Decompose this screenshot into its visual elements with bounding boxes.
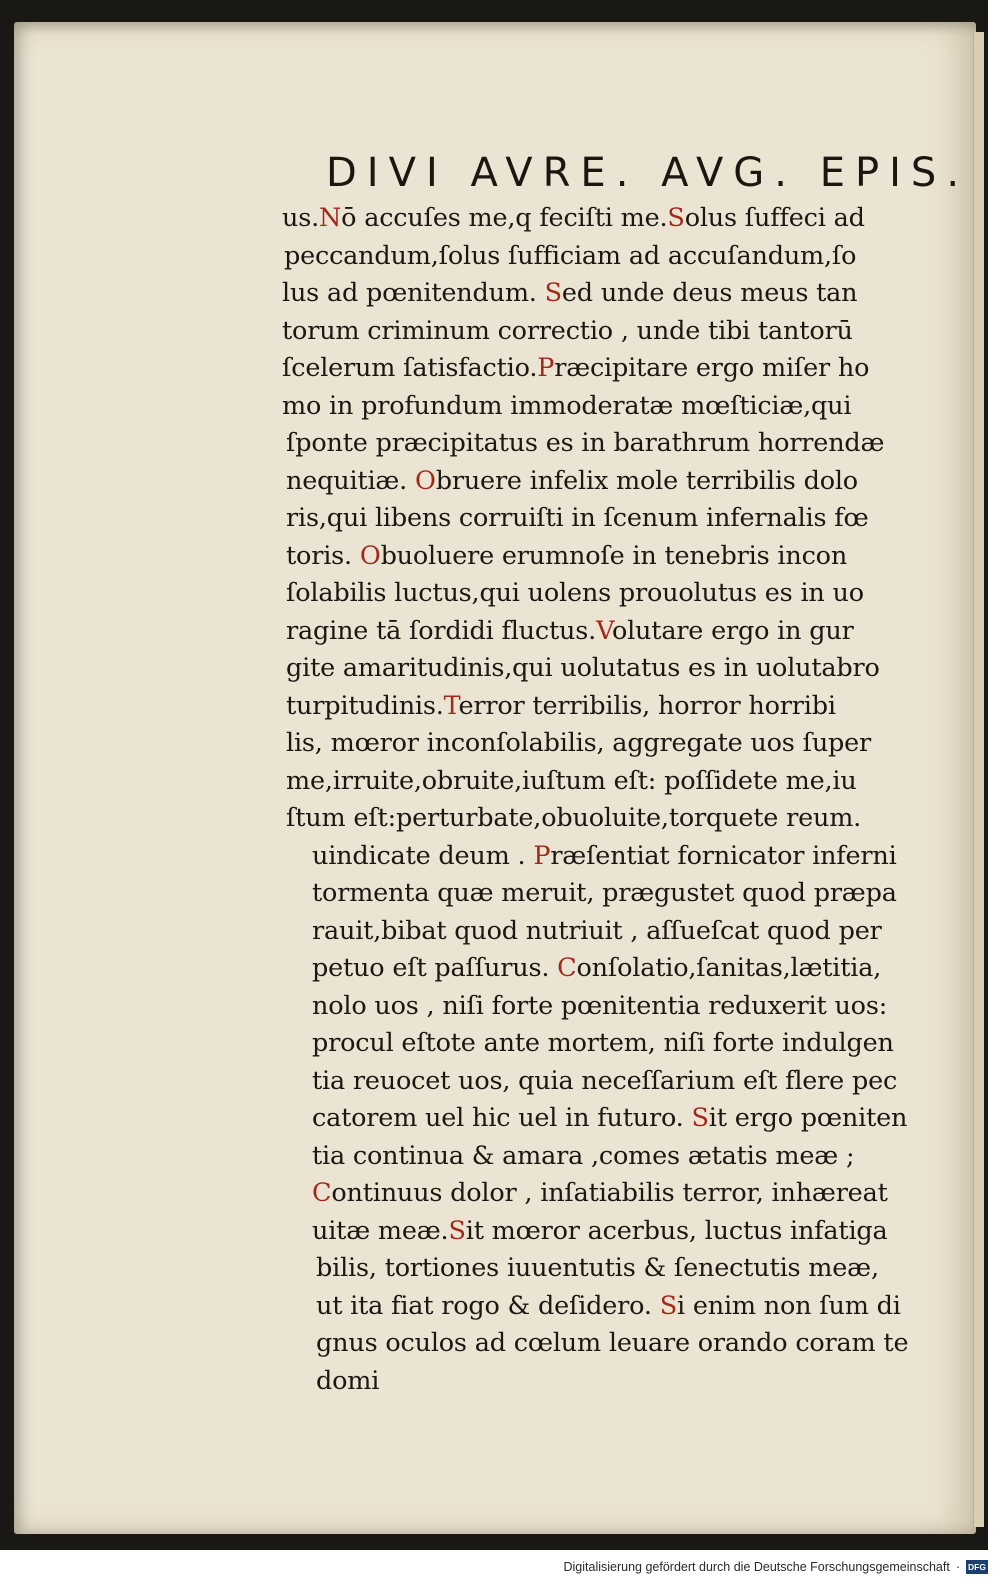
rubricated-initial: S [448,1215,466,1246]
text-span: nequitiæ. [286,465,415,496]
text-span: lis, mœror inconſolabilis, aggregate uos ſuper [286,728,872,758]
text-span: petuo eſt paſſurus. [312,953,558,983]
text-span: tormenta quæ meruit, prægustet quod præpa [312,878,897,908]
text-span: bilis, tortiones iuuentutis & ſenectutis meæ, [316,1253,879,1283]
text-span: tia reuocet uos, quia neceſſarium eſt flere pec [312,1065,898,1096]
text-span: rauit,bibat quod nutriuit , aſſueſcat quod per [312,915,882,946]
text-span: torum criminum correctio , unde tibi tantorū [282,315,853,346]
text-span: mo in profundum immoderatæ mœſticiæ,qui [282,390,852,421]
rubricated-initial: S [544,278,562,308]
text-line [282,875,962,913]
text-span: ontinuus dolor , inſatiabilis terror, inhæreat [331,1178,888,1208]
text-line [282,350,962,388]
text-span: olus ſuffeci ad [684,203,865,233]
text-span: uindicate deum . [312,840,534,871]
text-span: gite amaritudinis,qui uolutatus es in uolutabro [286,653,880,683]
rubricated-initial: S [691,1103,709,1133]
rubricated-initial: C [312,1178,332,1208]
text-line [282,988,962,1026]
text-span: us. [282,203,320,233]
text-span: ſolabilis luctus,qui uolens prouolutus es in uo [286,578,864,608]
rubricated-initial: P [537,353,555,383]
text-line [282,1325,962,1363]
text-span: buoluere erumnoſe in tenebris incon [380,540,848,571]
text-line [282,800,962,838]
text-span: me,irruite,obruite,iuſtum eſt: poſſidete me,iu [286,765,857,796]
rubricated-initial: V [596,615,612,646]
text-line [282,1138,962,1176]
text-line [282,950,962,988]
text-line [282,463,962,501]
text-span: nolo uos , niſi forte pœnitentia reduxerit uos: [312,990,888,1021]
text-line [282,1175,962,1213]
book-page [14,22,976,1534]
rubricated-initial: C [557,953,577,983]
text-span: ut ita fiat rogo & deſidero. [316,1290,660,1321]
footer-separator: · [955,1560,960,1574]
text-span: bruere infelix mole terribilis dolo [435,465,858,496]
text-span: procul eſtote ante mortem, niſi forte indulgen [312,1028,894,1058]
rubricated-initial: N [319,203,342,233]
text-span: uitæ meæ. [312,1215,449,1246]
text-span: lus ad pœnitendum. [282,278,545,308]
rubricated-initial: O [359,540,381,571]
text-line [282,1213,962,1251]
text-line [282,1250,962,1288]
text-span: peccandum,ſolus ſufficiam ad accuſandum,ſo [284,240,857,271]
text-span: ris,qui libens corruiſti in ſcenum infernalis fœ [286,503,869,533]
rubricated-initial: S [667,203,685,233]
text-span: ed unde deus meus tan [561,278,858,308]
text-line [282,425,962,463]
text-line [282,500,962,538]
text-line [282,1288,962,1326]
text-line [282,613,962,651]
text-line [282,763,962,801]
rubricated-initial: S [659,1290,677,1321]
text-line [282,1100,962,1138]
text-block [282,200,962,1400]
page-edge [973,32,984,1527]
text-span: ſponte præcipitatus es in barathrum horrendæ [286,428,885,458]
text-line [282,200,962,238]
text-line [282,1063,962,1101]
text-span: it ergo pœniten [708,1103,908,1133]
text-line [282,388,962,426]
footer-link[interactable]: Digitalisierung gefördert durch die Deutsche Forschungsgemeinschaft [563,1560,950,1574]
dfg-logo: DFG [966,1560,988,1574]
text-span: olutare ergo in gur [611,615,854,646]
text-line [282,650,962,688]
text-span: ſtum eſt:perturbate,obuoluite,torquete reum. [286,803,862,833]
text-line [282,1363,962,1401]
text-span: error terribilis, horror horribi [458,690,836,721]
text-span: ræcipitare ergo miſer ho [554,353,870,383]
rubricated-initial: P [533,840,551,871]
text-line [282,688,962,726]
text-span: ō accuſes me,q feciſti me. [341,203,668,233]
text-line [282,238,962,276]
text-span: onſolatio,ſanitas,lætitia, [576,953,882,983]
text-span: catorem uel hic uel in futuro. [312,1103,692,1133]
text-line [282,313,962,351]
text-span: domi [316,1365,380,1396]
text-span: ræſentiat fornicator inferni [550,840,897,871]
text-line [282,275,962,313]
text-line [282,575,962,613]
text-line [282,725,962,763]
text-span: tia continua & amara ,comes ætatis meæ ; [312,1140,855,1171]
text-span: ragine tā ſordidi fluctus. [286,615,597,646]
text-span: i enim non ſum di [676,1290,901,1321]
text-line [282,838,962,876]
text-span: gnus oculos ad cœlum leuare orando coram te [316,1328,909,1358]
text-line [282,538,962,576]
text-span: turpitudinis. [286,690,444,721]
text-span: ſcelerum ſatisfactio. [282,353,538,383]
running-head: DIVI AVRE. AVG. EPIS. [326,150,970,196]
text-span: toris. [286,540,360,571]
rubricated-initial: T [443,690,459,721]
rubricated-initial: O [415,465,436,496]
footer-credit [564,1552,989,1582]
text-span: it mœror acerbus, luctus infatiga [465,1215,888,1246]
text-line [282,913,962,951]
text-line [282,1025,962,1063]
